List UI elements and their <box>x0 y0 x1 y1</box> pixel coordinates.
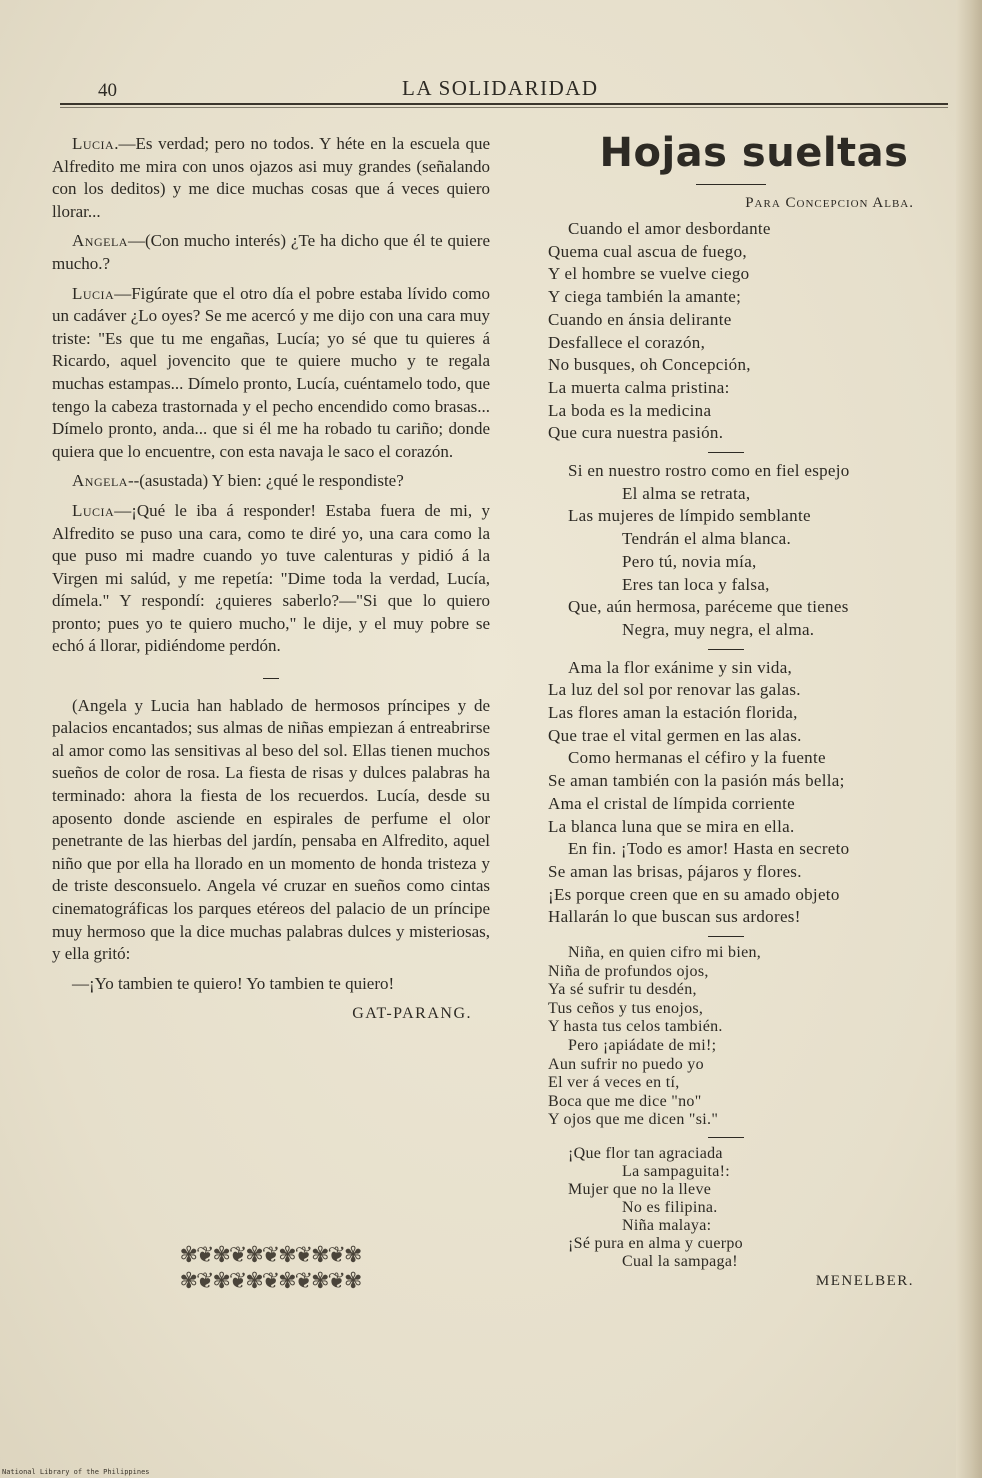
floral-ornament <box>160 1243 380 1305</box>
verse-line: Se aman las brisas, pájaros y flores. <box>548 861 802 881</box>
stanza-divider <box>708 649 744 650</box>
header-rule <box>60 103 948 105</box>
dialogue-paragraph <box>52 470 490 493</box>
ornament-row: ✾❦✾❦✾❦✾❦✾❦✾ <box>179 1243 361 1268</box>
verse-line: Y el hombre se vuelve ciego <box>548 264 750 284</box>
title-rule <box>696 184 766 185</box>
verse-line: ¡Que flor tan agraciada <box>568 1145 723 1163</box>
narration-paragraph: (Angela y Lucia han hablado de hermosos príncipes y de palacios encantados; sus almas de niñas empiezan á entreabrirse al amor como las sensitivas al beso del sol. Ellas tienen muchos sueños de color de rosa. La fiesta de risas y dulces palabras ha terminado: ahora la fiesta de los recuerdos. Lucía, desde su aposento donde asciende en espirales de perfume el olor penetrante de las hierbas del jardín, pensaba en Alfredito, aquel niño que por ella ha llorado en un momento de honda tristeza y de triste desconsuelo. Angela vé cruzar en sueños como cintas cinematográficas los parques etéreos del palacio de un príncipe muy hermoso que la dice muchas palabras dulces y misteriosas, y ella gritó: <box>52 695 490 964</box>
dialogue-paragraph <box>52 230 490 275</box>
page-number: 40 <box>98 80 117 101</box>
speaker-name: Lucia <box>72 134 115 153</box>
verse-line: ¡Sé pura en alma y cuerpo <box>568 1235 743 1253</box>
verse-line: ¡Es porque creen que en su amado objeto <box>548 884 840 904</box>
verse-line: La sampaguita!: <box>622 1163 731 1181</box>
verse-line: No busques, oh Concepción, <box>548 355 751 375</box>
verse-line: Las mujeres de límpido semblante <box>568 506 811 526</box>
stanza <box>548 1145 950 1271</box>
verse-line: Y ojos que me dicen "si." <box>548 1111 719 1129</box>
publication-title: LA SOLIDARIDAD <box>402 76 599 100</box>
verse-line: La muerta calma pristina: <box>548 377 730 397</box>
signature: GAT-PARANG. <box>352 1005 472 1023</box>
dialogue-column <box>52 133 490 1026</box>
library-credit: National Library of the Philippines <box>2 1468 150 1476</box>
dialogue-text: —¡Qué le iba á responder! Estaba fuera de mi, y Alfredito se puso una cara, como te diré yo, una cara como la que puso mi madre cuando yo tuve calenturas y pidió á la Virgen mi salúd, y me repetía: "Dime toda la verdad, Lucía, dímela." Y respondí: ¿quieres saberlo?—"Si que lo quiero pronto; pues yo te quiero mucho," le dije, y el muy pobre se echó á llorar, pidiéndome perdón. <box>52 500 490 656</box>
dialogue-text: —Figúrate que el otro día el pobre estaba lívido como un cadáver ¿Lo oyes? Se me acercó y me dijo con una cara muy triste: "Es que tu me engañas, Lucía; yo sé que tu quieres á Ricardo, aquel jovencito que te quiere mucho y te regala muchas estampas... Dímelo pronto, Lucía, cuéntamelo todo, que tengo la cabeza trastornada y el pecho encendido como brasas... Dímelo pronto, anda... que si él me ha robado tu cariño; donde quiera que lo encuentre, con esta navaja le saco el corazón. <box>52 283 490 461</box>
verse-line: Cual la sampaga! <box>622 1253 738 1271</box>
verse-line: Aun sufrir no puedo yo <box>548 1055 704 1073</box>
verse-line: Que cura nuestra pasión. <box>548 423 724 443</box>
stanza <box>548 944 950 1130</box>
section-dash <box>52 666 490 689</box>
poem-author: MENELBER. <box>815 1273 914 1290</box>
speaker-name: Lucia <box>72 283 115 303</box>
verse-line: Eres tan loca y falsa, <box>622 574 770 594</box>
verse-line: No es filipina. <box>622 1199 718 1217</box>
ornament-row: ✾❦✾❦✾❦✾❦✾❦✾ <box>179 1269 361 1294</box>
verse-line: Mujer que no la lleve <box>568 1181 712 1199</box>
dialogue-text: --(asustada) Y bien: ¿qué le respondiste? <box>127 471 404 491</box>
verse-line: Boca que me dice "no" <box>548 1092 702 1110</box>
stanza <box>548 657 950 929</box>
verse-line: El alma se retrata, <box>622 483 751 503</box>
verse-line: La boda es la medicina <box>548 400 712 420</box>
verse-line: Y hasta tus celos también. <box>548 1018 723 1036</box>
stanza-divider <box>708 1137 744 1138</box>
verse-line: Tendrán el alma blanca. <box>622 529 792 549</box>
speaker-name: Angela <box>72 231 128 251</box>
verse-line: Pero tú, novia mía, <box>622 551 757 571</box>
verse-line: Quema cual ascua de fuego, <box>548 241 747 261</box>
verse-line: Ya sé sufrir tu desdén, <box>548 981 697 999</box>
verse-line: Niña, en quien cifro mi bien, <box>568 944 762 962</box>
stanza-divider <box>708 936 744 937</box>
dialogue-paragraph <box>52 283 490 464</box>
verse-line: Las flores aman la estación florida, <box>548 703 798 723</box>
dialogue-text: —(Con mucho interés) ¿Te ha dicho que él te quiere mucho.? <box>52 231 490 273</box>
speaker-name: Angela <box>72 471 128 491</box>
verse-line: Hallarán lo que buscan sus ardores! <box>548 907 801 927</box>
page-edge <box>956 0 982 1478</box>
verse-line: Niña malaya: <box>622 1217 712 1235</box>
verse-line: Y ciega también la amante; <box>548 287 742 307</box>
verse-line: Pero ¡apiádate de mi!; <box>568 1037 717 1055</box>
stanza <box>548 218 950 445</box>
verse-line: Si en nuestro rostro como en fiel espejo <box>568 461 850 481</box>
stanza <box>548 460 950 642</box>
verse-line: Cuando el amor desbordante <box>568 219 771 238</box>
verse-line: Que, aún hermosa, paréceme que tienes <box>568 597 849 617</box>
verse-line: Desfallece el corazón, <box>548 332 706 352</box>
speaker-name: Lucia <box>72 500 115 520</box>
dialogue-paragraph <box>52 133 490 223</box>
verse-line: Negra, muy negra, el alma. <box>622 619 815 639</box>
verse-line: La blanca luna que se mira en ella. <box>548 816 795 836</box>
verse-line: Ama el cristal de límpida corriente <box>548 793 795 813</box>
header-rule-thin <box>60 107 948 108</box>
stanza-divider <box>708 452 744 453</box>
verse-line: Niña de profundos ojos, <box>548 962 709 980</box>
verse-line: Ama la flor exánime y sin vida, <box>568 657 793 677</box>
poem-title: Hojas sueltas <box>599 130 909 176</box>
verse-line: Como hermanas el céfiro y la fuente <box>568 748 826 768</box>
verse-line: Se aman también con la pasión más bella; <box>548 771 845 791</box>
dedication: Para Concepcion Alba. <box>745 195 914 211</box>
verse-line: El ver á veces en tí, <box>548 1074 680 1092</box>
poem-column <box>548 128 950 1290</box>
verse-line: Cuando en ánsia delirante <box>548 309 732 329</box>
closing-line: —¡Yo tambien te quiero! Yo tambien te quiero! <box>72 973 395 993</box>
dialogue-paragraph <box>52 500 490 658</box>
verse-line: Tus ceños y tus enojos, <box>548 999 704 1017</box>
dialogue-text: .—Es verdad; pero no todos. Y héte en la escuela que Alfredito me mira con unos ojazos asi muy grandes (señalando con los deditos) y me dice muchas cosas que á veces quiero llorar... <box>52 134 490 221</box>
verse-line: Que trae el vital germen en las alas. <box>548 725 802 745</box>
verse-line: La luz del sol por renovar las galas. <box>548 680 801 700</box>
verse-line: En fin. ¡Todo es amor! Hasta en secreto <box>568 839 850 859</box>
